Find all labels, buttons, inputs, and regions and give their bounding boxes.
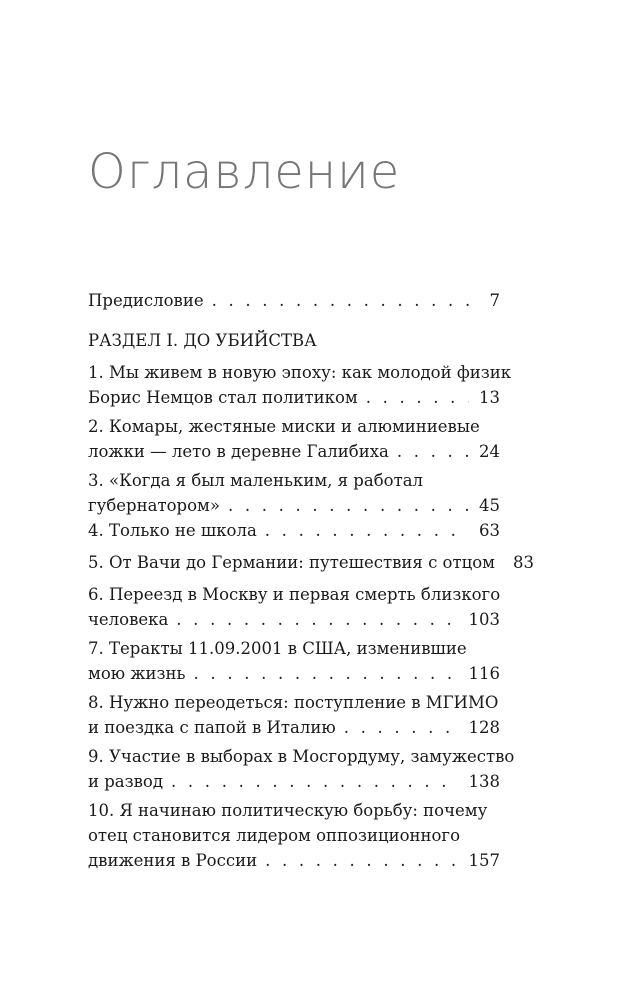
toc-entry-chapter-6[interactable]	[88, 582, 500, 632]
toc-entry-title: человека	[88, 610, 169, 629]
toc-page-number: 45	[479, 496, 500, 515]
toc-page-number: 157	[468, 851, 500, 870]
toc-entry-title-line: 3. «Когда я был маленьким, я работал	[88, 471, 424, 490]
toc-entry-title-line: 7. Теракты 11.09.2001 в США, изменившие	[88, 639, 467, 658]
toc-page-number: 24	[479, 442, 500, 461]
toc-entry-title: Предисловие	[88, 291, 204, 310]
toc-entry-title: мою жизнь	[88, 664, 186, 683]
toc-entry-chapter-4[interactable]	[88, 518, 500, 543]
toc-page-number: 83	[513, 553, 534, 572]
toc-entry-title: 4. Только не школа	[88, 521, 257, 540]
toc-entry-chapter-3[interactable]	[88, 468, 500, 518]
toc-page-number: 138	[468, 772, 500, 791]
toc-entry-title-line: отец становится лидером оппозиционного	[88, 826, 461, 845]
toc-entry-chapter-9[interactable]	[88, 744, 515, 794]
section-heading: РАЗДЕЛ I. ДО УБИЙСТВА	[88, 331, 317, 350]
dot-leader	[228, 493, 469, 518]
toc-entry-title: 5. От Вачи до Германии: путешествия с отцом	[88, 553, 495, 572]
dot-leader	[176, 607, 458, 632]
toc-entry-chapter-1[interactable]	[88, 360, 512, 410]
toc-entry-title: Борис Немцов стал политиком	[88, 388, 358, 407]
toc-entry-title: губернатором»	[88, 496, 220, 515]
toc-entry-title: и развод	[88, 772, 164, 791]
toc-entry-chapter-5[interactable]	[88, 550, 534, 575]
dot-leader	[265, 518, 469, 543]
toc-entry-title: ложки — лето в деревне Галибиха	[88, 442, 389, 461]
toc-page-number: 63	[479, 521, 500, 540]
toc-entry-title-line: 2. Комары, жестяные миски и алюминиевые	[88, 417, 480, 436]
toc-entry-title: движения в России	[88, 851, 258, 870]
toc-entry-title: и поездка с папой в Италию	[88, 718, 336, 737]
dot-leader	[171, 769, 458, 794]
toc-entry-chapter-8[interactable]	[88, 690, 500, 740]
toc-page-number: 13	[479, 388, 500, 407]
toc-entry-chapter-2[interactable]	[88, 414, 500, 464]
toc-entry-title-line: 9. Участие в выборах в Мосгордуму, замужество	[88, 747, 515, 766]
dot-leader	[265, 848, 458, 873]
page-title: Оглавление	[88, 144, 401, 200]
toc-page-number: 128	[468, 718, 500, 737]
toc-entry-chapter-10[interactable]	[88, 798, 500, 873]
toc-page-number: 116	[468, 664, 500, 683]
dot-leader	[397, 439, 469, 464]
toc-entry-title-line: 10. Я начинаю политическую борьбу: почему	[88, 801, 488, 820]
toc-entry-preface[interactable]	[88, 288, 500, 313]
dot-leader	[212, 288, 480, 313]
toc-entry-chapter-7[interactable]	[88, 636, 500, 686]
toc-entry-title-line: 8. Нужно переодеться: поступление в МГИМО	[88, 693, 499, 712]
toc-entry-title-line: 6. Переезд в Москву и первая смерть близкого	[88, 585, 501, 604]
toc-page-number: 7	[489, 291, 500, 310]
dot-leader	[366, 385, 469, 410]
dot-leader	[344, 715, 459, 740]
dot-leader	[194, 661, 459, 686]
toc-entry-title-line: 1. Мы живем в новую эпоху: как молодой физик	[88, 363, 512, 382]
toc-page-number: 103	[468, 610, 500, 629]
